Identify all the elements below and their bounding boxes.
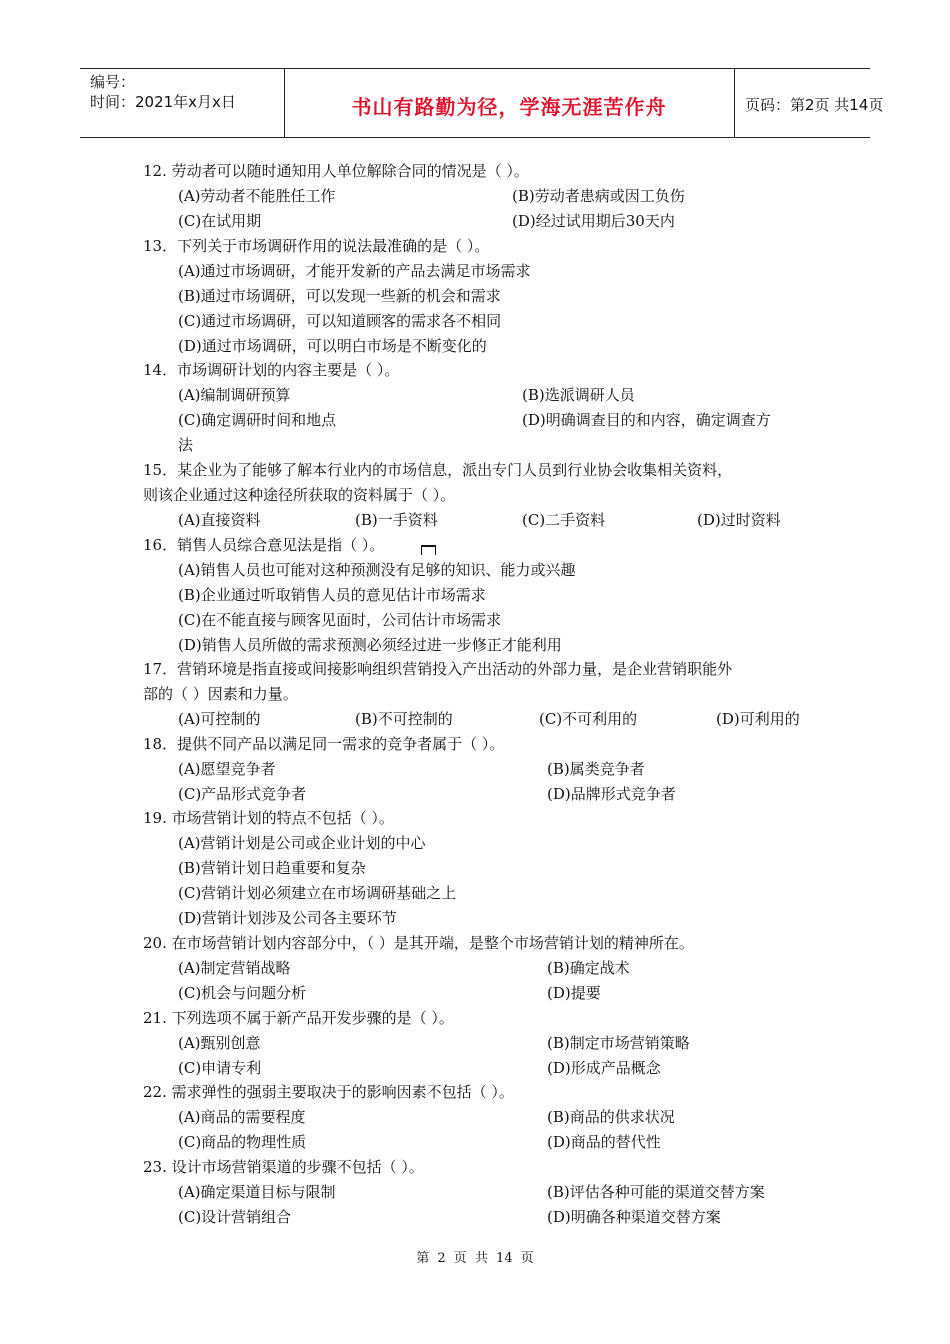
page-footer: 第 2 页 共 14 页 bbox=[416, 1251, 534, 1266]
question-21-option-d: (D)形成产品概念 bbox=[547, 1059, 661, 1077]
page-header bbox=[80, 68, 884, 138]
question-16-option-c: (C)在不能直接与顾客见面时，公司估计市场需求 bbox=[178, 611, 502, 629]
question-22-option-d: (D)商品的替代性 bbox=[547, 1133, 661, 1151]
question-15-stem: 15．某企业为了能够了解本行业内的市场信息，派出专门人员到行业协会收集相关资料， bbox=[143, 461, 733, 479]
question-16-option-d: (D)销售人员所做的需求预测必须经过进一步修正才能利用 bbox=[178, 636, 562, 654]
question-23-option-b: (B)评估各种可能的渠道交替方案 bbox=[547, 1183, 765, 1201]
question-19-stem: 19. 市场营销计划的特点不包括（ ）。 bbox=[143, 809, 394, 827]
question-19-option-b: (B)营销计划日趋重要和复杂 bbox=[178, 859, 366, 877]
question-19-option-a: (A)营销计划是公司或企业计划的中心 bbox=[178, 834, 426, 852]
header-left-cell bbox=[80, 69, 285, 137]
question-12-option-c: (C)在试用期 bbox=[178, 212, 262, 230]
question-12-option-b: (B)劳动者患病或因工负伤 bbox=[512, 187, 685, 205]
question-12-option-d: (D)经过试用期后30天内 bbox=[512, 212, 675, 230]
question-13-option-b: (B)通过市场调研，可以发现一些新的机会和需求 bbox=[178, 287, 501, 305]
question-20-option-d: (D)提要 bbox=[547, 984, 601, 1002]
question-17-stem-line2: 部的（ ）因素和力量。 bbox=[143, 685, 298, 703]
header-page-cell bbox=[735, 69, 884, 137]
question-20-option-b: (B)确定战术 bbox=[547, 959, 630, 977]
question-18-option-c: (C)产品形式竞争者 bbox=[178, 785, 307, 803]
question-13-option-c: (C)通过市场调研，可以知道顾客的需求各不相同 bbox=[178, 312, 502, 330]
question-22-option-c: (C)商品的物理性质 bbox=[178, 1133, 307, 1151]
question-23-option-a: (A)确定渠道目标与限制 bbox=[178, 1183, 336, 1201]
question-20-option-c: (C)机会与问题分析 bbox=[178, 984, 307, 1002]
question-14-option-b: (B)选派调研人员 bbox=[522, 386, 635, 404]
page-info: 页码：第2页 共14页 bbox=[745, 96, 884, 114]
question-20-stem: 20. 在市场营销计划内容部分中，（ ）是其开端，是整个市场营销计划的精神所在。 bbox=[143, 934, 694, 952]
question-14-stem: 14．市场调研计划的内容主要是（ ）。 bbox=[143, 361, 400, 379]
question-13-option-a: (A)通过市场调研，才能开发新的产品去满足市场需求 bbox=[178, 262, 531, 280]
question-18-option-a: (A)愿望竞争者 bbox=[178, 760, 276, 778]
motto: 书山有路勤为径，学海无涯苦作舟 bbox=[351, 95, 667, 119]
header-motto-cell bbox=[284, 69, 735, 137]
question-17-option-d: (D)可利用的 bbox=[716, 710, 800, 728]
question-17-option-a: (A)可控制的 bbox=[178, 710, 261, 728]
question-19-option-c: (C)营销计划必须建立在市场调研基础之上 bbox=[178, 884, 457, 902]
question-16-stem: 16．销售人员综合意见法是指（ ）。 bbox=[143, 536, 385, 554]
question-14-option-d-continuation: 法 bbox=[178, 436, 194, 454]
question-19-option-d: (D)营销计划涉及公司各主要环节 bbox=[178, 909, 397, 927]
question-16-option-b: (B)企业通过听取销售人员的意见估计市场需求 bbox=[178, 586, 486, 604]
question-18-option-d: (D)品牌形式竞争者 bbox=[547, 785, 676, 803]
question-14-option-d: (D)明确调查目的和内容，确定调查方 bbox=[522, 411, 771, 429]
question-18-option-b: (B)属类竞争者 bbox=[547, 760, 645, 778]
question-22-stem: 22. 需求弹性的强弱主要取决于的影响因素不包括（ ）。 bbox=[143, 1083, 514, 1101]
question-14-option-c: (C)确定调研时间和地点 bbox=[178, 411, 337, 429]
time-label: 时间：2021年x月x日 bbox=[90, 93, 236, 111]
question-15-option-d: (D)过时资料 bbox=[697, 511, 781, 529]
question-15-option-c: (C)二手资料 bbox=[522, 511, 606, 529]
number-label: 编号： bbox=[90, 73, 136, 91]
question-13-option-d: (D)通过市场调研，可以明白市场是不断变化的 bbox=[178, 337, 487, 355]
question-18-stem: 18．提供不同产品以满足同一需求的竞争者属于（ ）。 bbox=[143, 735, 505, 753]
bracket-mark bbox=[421, 545, 436, 555]
question-21-option-c: (C)申请专利 bbox=[178, 1059, 262, 1077]
question-20-option-a: (A)制定营销战略 bbox=[178, 959, 291, 977]
question-23-option-d: (D)明确各种渠道交替方案 bbox=[547, 1208, 721, 1226]
question-16-option-a: (A)销售人员也可能对这种预测没有足够的知识、能力或兴趣 bbox=[178, 561, 576, 579]
question-15-stem-line2: 则该企业通过这种途径所获取的资料属于（ ）。 bbox=[143, 486, 456, 504]
question-23-option-c: (C)设计营销组合 bbox=[178, 1208, 292, 1226]
question-17-option-c: (C)不可利用的 bbox=[539, 710, 638, 728]
question-21-option-a: (A)甄别创意 bbox=[178, 1034, 261, 1052]
question-21-stem: 21. 下列选项不属于新产品开发步骤的是（ ）。 bbox=[143, 1009, 454, 1027]
question-12-option-a: (A)劳动者不能胜任工作 bbox=[178, 187, 336, 205]
question-17-stem: 17．营销环境是指直接或间接影响组织营销投入产出活动的外部力量，是企业营销职能外 bbox=[143, 660, 733, 678]
question-12-stem: 12. 劳动者可以随时通知用人单位解除合同的情况是（ ）。 bbox=[143, 162, 529, 180]
question-14-option-a: (A)编制调研预算 bbox=[178, 386, 291, 404]
question-22-option-a: (A)商品的需要程度 bbox=[178, 1108, 306, 1126]
question-23-stem: 23. 设计市场营销渠道的步骤不包括（ ）。 bbox=[143, 1158, 424, 1176]
question-15-option-a: (A)直接资料 bbox=[178, 511, 261, 529]
question-17-option-b: (B)不可控制的 bbox=[355, 710, 453, 728]
question-21-option-b: (B)制定市场营销策略 bbox=[547, 1034, 690, 1052]
question-22-option-b: (B)商品的供求状况 bbox=[547, 1108, 675, 1126]
question-15-option-b: (B)一手资料 bbox=[355, 511, 438, 529]
question-13-stem: 13．下列关于市场调研作用的说法最准确的是（ ）。 bbox=[143, 237, 490, 255]
